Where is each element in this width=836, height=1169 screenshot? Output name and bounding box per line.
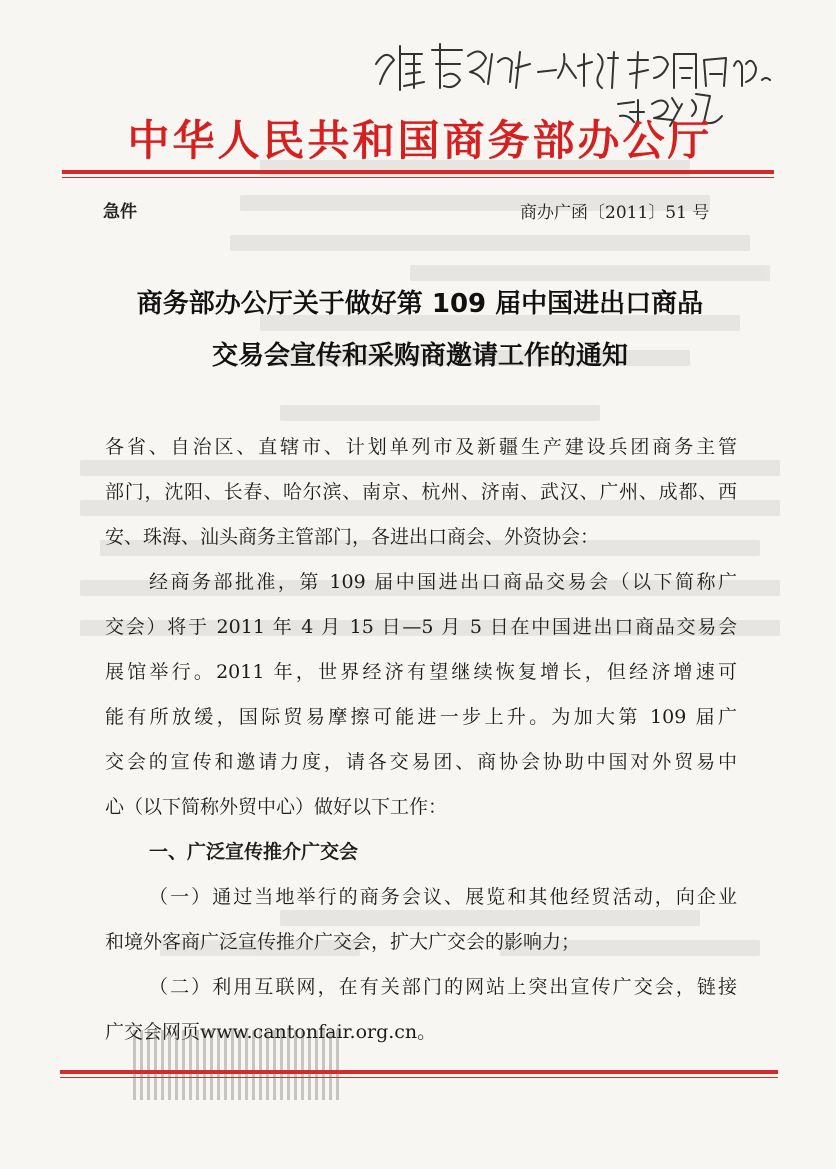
body-line: （二）利用互联网，在有关部门的网站上突出宣传广交会，链接: [149, 976, 737, 998]
body-line: （一）通过当地举行的商务会议、展览和其他经贸活动，向企业: [149, 886, 737, 908]
letterhead-divider: [62, 170, 774, 178]
body-line: 安、珠海、汕头商务主管部门，各进出口商会、外资协会：: [105, 526, 600, 548]
body-line: 交会）将于 2011 年 4 月 15 日—5 月 5 日在中国进出口商品交易会: [105, 616, 737, 638]
body-line: 能有所放缓，国际贸易摩擦可能进一步上升。为加大第 109 届广: [105, 706, 737, 728]
notice-title-line-1: 商务部办公厅关于做好第 109 届中国进出口商品: [136, 289, 704, 319]
body-line: 各省、自治区、直辖市、计划单列市及新疆生产建设兵团商务主管: [105, 436, 737, 458]
notice-body: [105, 425, 737, 1055]
scan-artifact: [133, 1030, 343, 1100]
section-heading: 一、广泛宣传推介广交会: [149, 841, 359, 863]
notice-title-line-2: 交易会宣传和采购商邀请工作的通知: [211, 341, 628, 371]
urgency-label: 急件: [103, 202, 137, 222]
body-line: 展馆举行。2011 年，世界经济有望继续恢复增长，但经济增速可: [105, 661, 737, 683]
notice-title: [70, 278, 770, 382]
body-line: 广交会网页www.cantonfair.org.cn。: [105, 1021, 437, 1043]
footer-divider: [60, 1070, 778, 1078]
body-line: 部门，沈阳、长春、哈尔滨、南京、杭州、济南、武汉、广州、成都、西: [105, 481, 737, 503]
body-line: 经商务部批准，第 109 届中国进出口商品交易会（以下简称广: [149, 571, 737, 593]
body-line: 心（以下简称外贸中心）做好以下工作：: [105, 796, 448, 818]
body-line: 和境外客商广泛宣传推介广交会，扩大广交会的影响力；: [105, 931, 581, 953]
body-line: 交会的宣传和邀请力度，请各交易团、商协会协助中国对外贸易中: [105, 751, 737, 773]
letterhead-title: 中华人民共和国商务部办公厅: [127, 116, 713, 165]
document-number: 商办广函〔2011〕51 号: [520, 203, 710, 223]
